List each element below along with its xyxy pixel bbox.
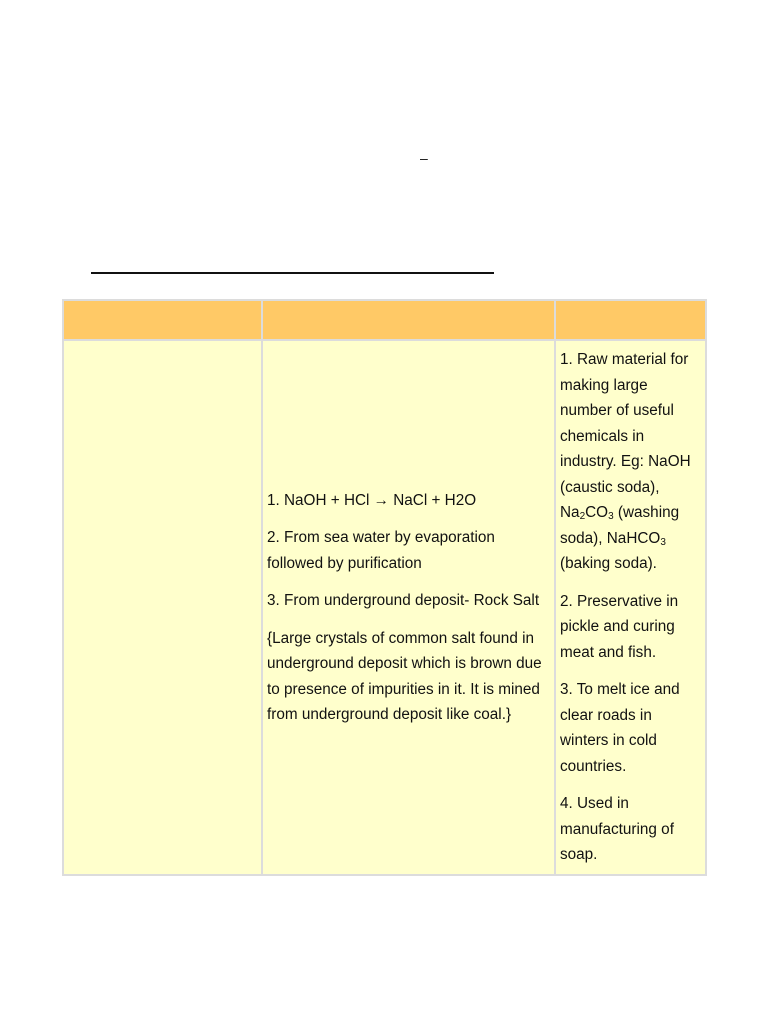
uses-item-1-text-a: 1. Raw material for making large number of useful chemicals in industry. Eg: NaOH (caustic soda), Na [560,351,691,522]
header-cell-1 [63,300,262,340]
uses-item-1-text-b: CO [585,504,609,522]
preparation-item-2: 2. From sea water by evaporation followed by purification [267,529,495,572]
uses-cell [555,340,706,875]
preparation-cell [262,340,555,875]
uses-list [556,347,705,868]
preparation-item-1: 1. NaOH + HCl → NaCl + H2O [267,491,477,509]
row-cell-1 [63,340,262,875]
uses-item-1-sub-c: 3 [660,536,666,548]
uses-item-1-text-c: (washing soda), NaHCO [560,504,680,547]
table-header-row [63,300,706,340]
uses-item-3: 3. To melt ice and clear roads in winters in cold countries. [560,681,680,775]
header-cell-2 [262,300,555,340]
header-cell-3 [555,300,706,340]
uses-item-1-sub-a: 2 [579,511,586,523]
uses-item-1-sub-b: 3 [608,511,614,523]
heading-underline [91,272,494,274]
stray-dash-mark: – [420,150,428,166]
table-row [63,340,706,875]
common-salt-table [62,299,707,876]
uses-item-2: 2. Preservative in pickle and curing meat and fish. [560,592,679,661]
uses-item-4: 4. Used in manufacturing of soap. [560,795,674,864]
preparation-note: {Large crystals of common salt found in underground deposit which is brown due to presence of impurities in it. It is mined from underground deposit like coal.} [267,629,542,723]
uses-item-1 [560,347,701,577]
preparation-list [263,488,554,728]
uses-item-1-text-d: (baking soda). [560,555,657,573]
preparation-item-3: 3. From underground deposit- Rock Salt [267,592,540,609]
